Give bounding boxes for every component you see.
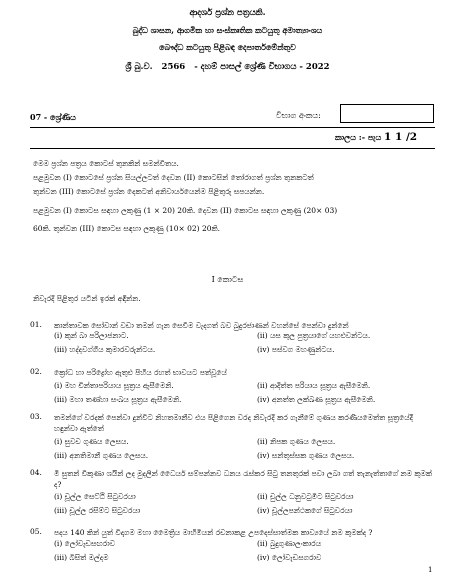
section-instruction: නිවැරදි පිළිතුර යටින් ඉරක් අඳින්න. [33, 294, 141, 303]
answer-option[interactable]: (iv) අනත්ත ලක්ඛණ සූත්‍රය ඇසීමෙනි. [257, 395, 376, 404]
index-number-box[interactable] [340, 104, 434, 123]
question-number: 04. [30, 468, 42, 477]
answer-option[interactable]: (iv) සන්තුස්සක ගුණය ලෙසය. [257, 451, 355, 460]
department-heading: බෞද්ධ කටයුතු පිළිබඳ දෙපාර්තමේන්තුව [159, 42, 296, 52]
answer-option[interactable]: (ii) චුල්ල ධනුවටුමිට සිටුවරයා [257, 492, 354, 501]
answer-option[interactable]: (iii) බිසිත් මල්දම [54, 553, 109, 562]
buddhist-era-year: 2566 [161, 62, 186, 72]
answer-option[interactable]: (ii) ආදිත්ත පරියාය සූත්‍රය ඇසීමෙනි. [257, 381, 371, 390]
answer-option[interactable]: (iii) චූල්ල රසිම්ට සිටුවරයා [54, 506, 141, 515]
answer-option[interactable]: (iv) පස්වග මහණුන්ටය. [257, 345, 335, 354]
answer-option[interactable]: (iii) හද්දවග්ගිය කුමාරවරුන්ටය. [54, 345, 156, 354]
answer-option[interactable]: (i) ලෝවැඩසඟරාව [54, 539, 116, 548]
answer-option[interactable]: (iv) චූල්ලපන්ථකගේ සිටුවරයා [257, 506, 353, 515]
divider-bottom [30, 148, 435, 149]
answer-option[interactable]: (iii) අනතිමානී ගුණය ලෙසය. [54, 451, 149, 460]
question-3 [30, 412, 435, 436]
instruction-line: පළමුවන (I) කොටස සඳහා ලකුණු (1 × 20) 20කි. දෙවන (II) කොටස සඳහා ලකුණු (20× 03) [33, 206, 338, 215]
time-prefix: කාලය :- පැය [335, 132, 382, 142]
question-stem: ක්‍රෝධ හා පරිද්‍රෝහ ඇතුළු පිහිය රහත් භාවයට පත්වූයේ [54, 368, 227, 377]
question-4 [30, 468, 435, 492]
question-number: 02. [30, 367, 42, 376]
question-number: 01. [30, 320, 42, 329]
page-number: 1 [428, 566, 433, 574]
answer-option[interactable]: (i) කුන් බා පරිලාජනාට. [54, 331, 129, 340]
answer-option[interactable]: (iv) ලෝවැඩසගරාව [257, 553, 322, 562]
instruction-line: මෙම ප්‍රශ්න පත්‍රය කොටස් තුනකින් සමන්විතය. [33, 159, 179, 168]
index-number-label: විභාග අංකය: [276, 111, 321, 120]
answer-option[interactable]: (ii) බුදුගුණාලංකාරය [257, 539, 322, 548]
question-number: 03. [30, 412, 42, 421]
question-stem: මී සුතන් විකුණා ශයින් ලද මුදලින් ධෛර්ය සම්පන්නව ධනය රැස්කර සිටු තනතුරක් පවා ලබා ගත් තැනැත්තාගේ නම කුමක් ද? [54, 469, 432, 489]
answer-option[interactable]: (iii) මහා තණ්හා සංඛය සූත්‍රය ඇසීමෙනි. [54, 395, 182, 404]
question-stem: පදය 140 කින් යුත් විදාගම මහා මෛත්‍රිය මාහිමියන් රචනාකළ උපදෙස්සාත්මක කාව්‍යයේ නම කුමක්ද ? [54, 528, 373, 537]
answer-option[interactable]: (i) මහ චින්තාපරියාය සූත්‍රය ඇසීමෙනි. [54, 381, 174, 390]
section-title: I කොටස [211, 275, 244, 284]
answer-option[interactable]: (ii) නිපක ගුණය ලෙසය. [257, 437, 336, 446]
answer-option[interactable]: (i) චූල්ල සෙට්ඨි සිටුවරයා [54, 492, 136, 501]
instruction-line: තුන්වන (III) කොටසේ ප්‍රශ්න දෙකටත් අනිවාර්යයෙන්ම පිළිතුරු සපයන්න. [33, 187, 265, 196]
paper-type-heading: ආදර්ශ ප්‍රශ්න පත්‍රයකි. [189, 8, 266, 18]
ministry-heading: බුද්ධ ශාසන, ආගමික හා සංස්කෘතික කටයුතු අමාත්‍යාංශය [132, 25, 323, 35]
question-number: 05. [30, 527, 42, 536]
question-stem: තමන්ගේ වරදක් පෙන්වා දුන්විට නිහතමානීව එය පිළිගෙන වරද නිවැරදි කර ගැනීමේ ගුණය කරණීයමෙත්ත සූත්‍රයේදී හඳුන්වා ඇත්තේ [54, 413, 413, 433]
exam-heading [0, 62, 455, 72]
exam-name: - දහම් පාසල් ශ්‍රේණි විභාගය - 2022 [194, 62, 330, 72]
instruction-line: 60කි. තුන්වන (III) කොටස සඳහා ලකුණු (10× 02) 20කි. [33, 224, 221, 233]
question-stem: කාන්තාවක සෝවාන් වඩා තමන් ගැන සෙවීම වැදගත් බව බුදුරජාණන් වහන්සේ පෙන්වා දුන්නේ [54, 321, 349, 330]
answer-option[interactable]: (ii) යස කුල පුත්‍රයාගේ යහළුවන්ටය. [257, 331, 371, 340]
answer-option[interactable]: (i) සුවච ගුණය ලෙසය. [54, 437, 129, 446]
divider-top [30, 127, 435, 128]
era-label: ශ්‍රී බු.ව. [125, 62, 153, 72]
grade-label: 07 - ශ්‍රේණිය [30, 112, 76, 122]
time-value: 1 1 /2 [384, 131, 418, 143]
time-allowed [335, 131, 417, 143]
instruction-line: පළමුවන (I) කොටසේ ප්‍රශ්න සියල්ලටත් දෙවන (II) කොටසින් තෝරාගත් ප්‍රශ්න තුනකටත් [33, 173, 314, 182]
